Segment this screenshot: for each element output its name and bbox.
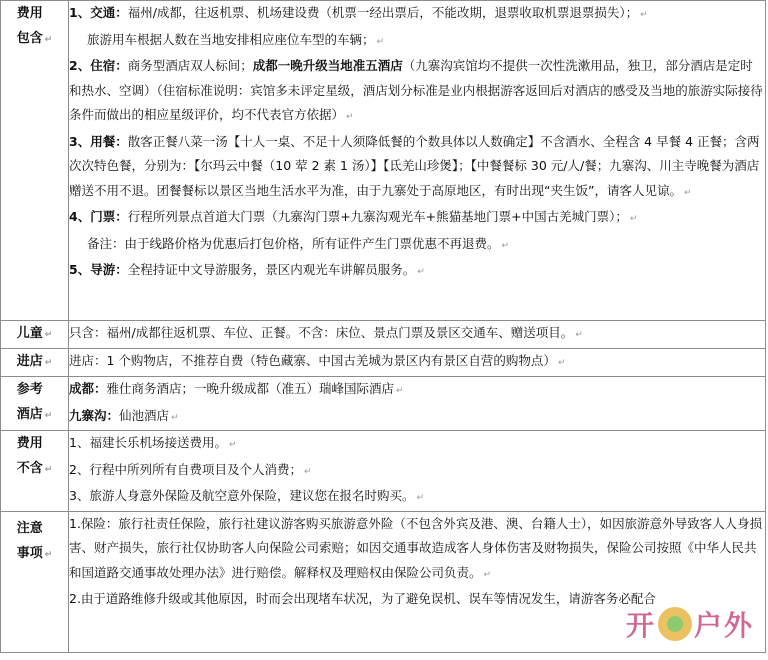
note-item-1: 1.保险：旅行社责任保险，旅行社建议游客购买旅游意外险（不包含外宾及港、澳、台籍人士），如因旅游意外导致客人人身损害、财产损失，旅行社仅协助客人向保险公司索赔；如因交通事故造成客人身体伤害及财物损失，保险公司按照《中华人民共和国道路交通事故处理办法》进行赔偿。解释权及理赔权由保险公司负责。 ↵ — [69, 515, 763, 580]
excluded-item-1: 1、福建长乐机场接送费用。 ↵ — [69, 435, 237, 450]
children-label: 儿童 ↵ — [1, 321, 69, 349]
fees-excluded-row — [1, 431, 766, 512]
reference-hotels-row — [1, 377, 766, 431]
guide-item: 5、导游：全程持证中文导游服务，景区内观光车讲解员服务。 ↵ — [69, 262, 425, 277]
meal-item: 3、用餐：散客正餐八菜一汤【十人一桌、不足十人须降低餐的个数具体以人数确定】不含酒水、全程含 4 早餐 4 正餐；含两次次特色餐，分别为：【尔玛云中餐（10 荤 2 素 1 汤）】【氐羌山珍煲】；【中餐餐标 30 元/人/餐；九寨沟、川主寺晚餐为酒店赠送不用不退。团餐餐标以景区当地生活水平为准，由于九寨处于高原地区，有时出现“夹生饭”，请客人见谅。 ↵ — [69, 133, 760, 198]
sun-icon — [658, 607, 692, 641]
note-item-2: 2.由于道路维修升级或其他原因，时而会出现堵车状况，为了避免误机、误车等情况发生，请游客务必配合 — [69, 591, 656, 606]
fees-included-row — [1, 1, 766, 321]
hotel-jiuzhai: 九寨沟：仙池酒店 ↵ — [69, 407, 179, 423]
excluded-item-2: 2、行程中所列所有自费项目及个人消费； ↵ — [69, 461, 312, 477]
transport-item: 1、交通：福州/成都，往返机票、机场建设费（机票一经出票后，不能改期，退票收取机票退票损失）； ↵ — [69, 5, 648, 20]
fees-excluded-content — [69, 431, 766, 512]
watermark-logo: 开 户外 — [626, 609, 755, 642]
hotel-item: 2、住宿：商务型酒店双人标间；成都一晚升级当地准五酒店（九寨沟宾馆均不提供一次性洗漱用品，独卫，部分酒店是定时和热水、空调）（住宿标准说明：宾馆多未评定星级，酒店划分标准是业内根据游客返回后对酒店的感受及当地的旅游实际接待条件而做出的相应星级评价，均不代表官方依据） ↵ — [69, 58, 763, 122]
shopping-row — [1, 349, 766, 377]
hotel-chengdu: 成都：雅仕商务酒店；一晚升级成都（准五）瑞峰国际酒店 ↵ — [69, 381, 404, 396]
transport-subitem: 旅游用车根据人数在当地安排相应座位车型的车辆； ↵ — [87, 31, 385, 47]
shopping-label: 进店 ↵ — [1, 349, 69, 377]
fees-excluded-label: 费用 不含 ↵ — [1, 431, 69, 512]
fees-included-content — [69, 1, 766, 321]
reference-hotels-content — [69, 377, 766, 431]
fees-included-label: 费用 包含 ↵ — [1, 1, 69, 321]
ticket-note: 备注：由于线路价格为优惠后打包价格，所有证件产生门票优惠不再退费。 ↵ — [87, 235, 510, 251]
shopping-content: 进店：1 个购物店，不推荐自费（特色藏寨、中国古羌城为景区内有景区自营的购物点） ↵ — [69, 349, 766, 377]
notes-label: 注意 事项 ↵ — [1, 511, 69, 652]
ticket-item: 4、门票：行程所列景点首道大门票（九寨沟门票+九寨沟观光车+熊猫基地门票+中国古羌城门票）； ↵ — [69, 209, 638, 224]
reference-hotels-label: 参考 酒店 ↵ — [1, 377, 69, 431]
children-row — [1, 321, 766, 349]
excluded-item-3: 3、旅游人身意外保险及航空意外保险，建议您在报名时购买。 ↵ — [69, 488, 425, 503]
children-content: 只含：福州/成都往返机票、车位、正餐。不含：床位、景点门票及景区交通车、赠送项目。 ↵ — [69, 321, 766, 349]
